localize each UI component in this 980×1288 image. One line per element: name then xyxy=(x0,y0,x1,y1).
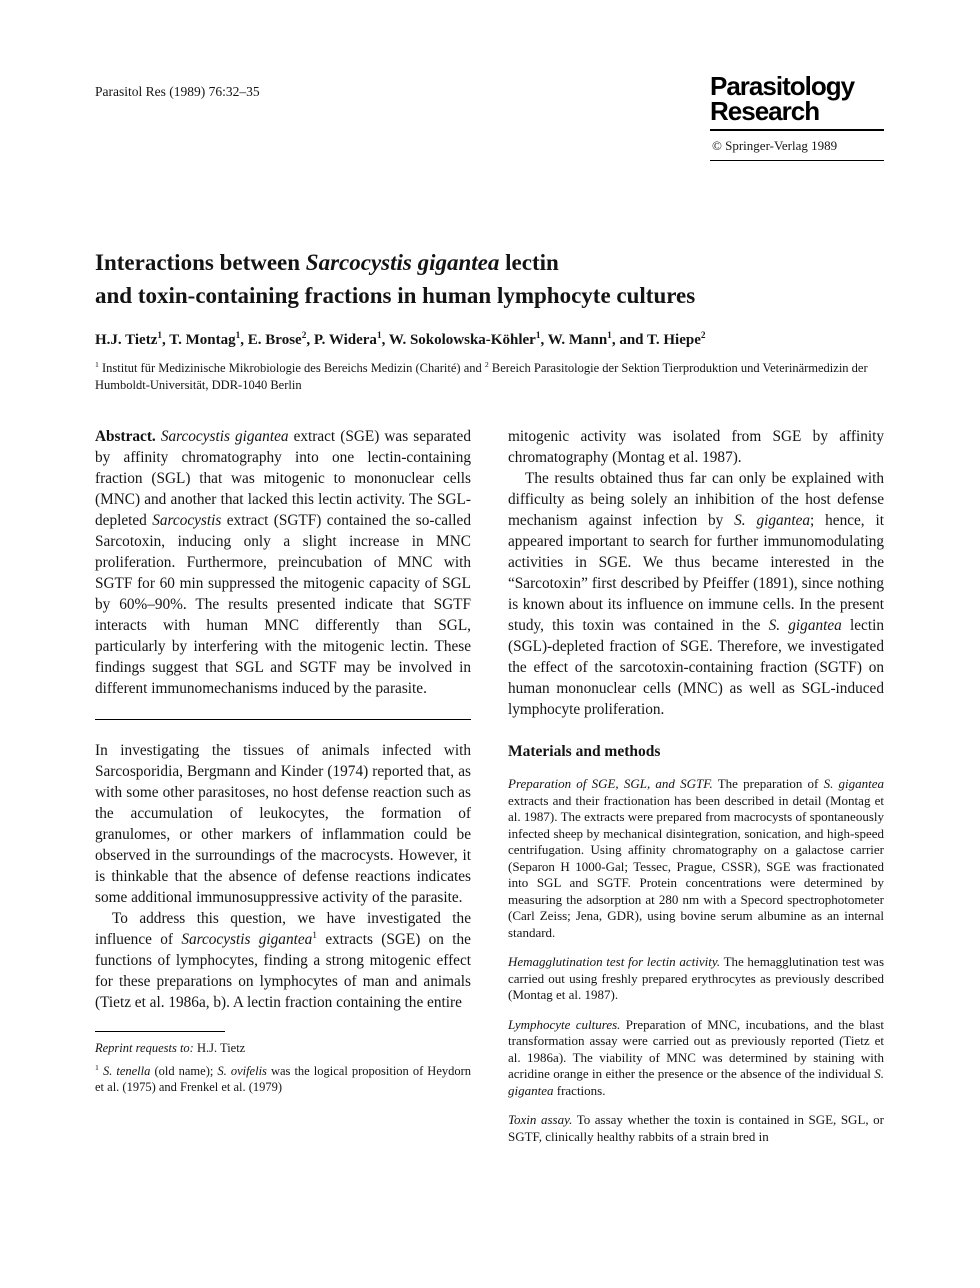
footnote-divider xyxy=(95,1031,225,1032)
journal-citation: Parasitol Res (1989) 76:32–35 xyxy=(95,84,260,99)
journal-logo xyxy=(710,71,884,161)
copyright-notice: © Springer-Verlag 1989 xyxy=(712,138,838,153)
method-paragraph-hemagglutination: Hemagglutination test for lectin activity. The hemagglutination test was carried out using freshly prepared erythrocytes as previously described (Montag et al. 1987). xyxy=(508,954,885,1002)
left-column xyxy=(95,426,471,1158)
continuation-paragraph-2: The results obtained thus far can only be explained with difficulty as being solely an inhibition of the host defense mechanism against infection by S. gigantea; hence, it appeared important to search for further immunomodulating activities in SGE. We thus became interested in the “Sarcotoxin” first described by Pfeiffer (1891), since nothing is known about its influence on immune cells. In the present study, this toxin was contained in the S. gigantea lectin (SGL)-depleted fraction of SGE. Therefore, we investigated the effect of the sarcotoxin-containing fraction (SGTF) on human mononuclear cells (MNC) as well as SGL-induced lymphocyte proliferation. xyxy=(508,470,884,718)
abstract-divider xyxy=(95,719,471,720)
logo-divider xyxy=(710,129,884,131)
footnote-1: $^1$ S. tenella (old name); S. ovifelis was the logical proposition of Heydorn et al. (1975) and Frenkel et al. (1979) xyxy=(95,1062,472,1094)
article-body xyxy=(95,426,885,1158)
author-list: H.J. Tietz$^1$, T. Montag$^1$, E. Brose$^2$, P. Widera$^1$, W. Sokolowska-Köhler$^1$, W. Mann$^1$, and T. Hiepe$^2$ xyxy=(95,331,706,348)
right-column xyxy=(508,426,884,1158)
method-paragraph-preparation: Preparation of SGE, SGL, and SGTF. The preparation of S. gigantea extracts and their fractionation has been described in detail (Montag et al. 1987). The extracts were prepared from macrocysts of spontaneously infected sheep by mechanical disintegration, sonication, and high-speed centrifugation. Using affinity chromatography on a galactose carrier (Separon H 1000-Gal; Tessec, Prague, CSSR), SGE was fractionated into SGL and SGTF. Protein concentrations were determined by measuring the adsorption at 280 nm with a Specord spectrophotometer (Carl Zeiss; Jena, GDR), using bovine serum albumine as an internal standard. xyxy=(508,776,885,940)
method-paragraph-lymphocyte-cultures: Lymphocyte cultures. Preparation of MNC, incubations, and the blast transformation assay were carried out as previously reported (Tietz et al. 1986a). The viability of MNC was determined by staining with acridine orange in either the presence or the absence of the individual S. gigantea fractions. xyxy=(508,1016,884,1098)
intro-paragraph-1: In investigating the tissues of animals infected with Sarcosporidia, Bergmann and Kinder (1974) reported that, as with some other parasitoses, no host defense reaction such as the accumulation of leukocytes, the formation of granulomes, or other markers of inflammation could be observed in the surroundings of the macrocysts. However, it is thinkable that the absence of defense reactions indicates some additional immunosuppressive activity of the parasite. xyxy=(95,742,471,906)
header-divider xyxy=(710,160,884,161)
journal-logo-line2: Research xyxy=(710,96,820,126)
materials-methods-heading: Materials and methods xyxy=(508,743,661,760)
journal-logo-line1: Parasitology xyxy=(710,71,855,101)
method-paragraph-toxin-assay: Toxin assay. To assay whether the toxin is contained in SGE, SGL, or SGTF, clinically healthy rabbits of a strain bred in xyxy=(508,1112,885,1144)
intro-paragraph-2: To address this question, we have investigated the influence of Sarcocystis gigantea$^1$ extracts (SGE) on the functions of lymphocytes, finding a strong mitogenic effect for these preparations on lymphocytes of man and animals (Tietz et al. 1986a, b). A lectin fraction containing the entire xyxy=(95,910,471,1011)
affiliations: $^1$ Institut für Medizinische Mikrobiologie des Bereichs Medizin (Charité) and $^2$ Bereich Parasitologie der Sektion Tierproduktion und Veterinärmedizin der Humboldt-Universität, DDR-1040 Berlin xyxy=(95,359,868,392)
article-title: Interactions between Sarcocystis gigantea lectin and toxin-containing fractions in human lymphocyte cultures xyxy=(95,250,696,308)
reprint-note: Reprint requests to: H.J. Tietz xyxy=(95,1041,246,1055)
abstract-paragraph: Abstract. Sarcocystis gigantea extract (SGE) was separated by affinity chromatography into one lectin-containing fraction (SGL) that was mitogenic to mononuclear cells (MNC) and another that lacked this lectin activity. The SGL-depleted Sarcocystis extract (SGTF) contained the so-called Sarcotoxin, inducing only a slight increase in MNC proliferation. Furthermore, preincubation of MNC with SGTF for 60 min suppressed the mitogenic capacity of SGL by 60%–90%. The results presented indicate that SGTF interacts with human MNC differently than SGL, particularly by interfering with the mitogenic lectin. These findings suggest that SGL and SGTF may be involved in different immunomechanisms induced by the parasite. xyxy=(95,428,471,697)
continuation-paragraph-1: mitogenic activity was isolated from SGE by affinity chromatography (Montag et al. 1987). xyxy=(508,428,884,466)
